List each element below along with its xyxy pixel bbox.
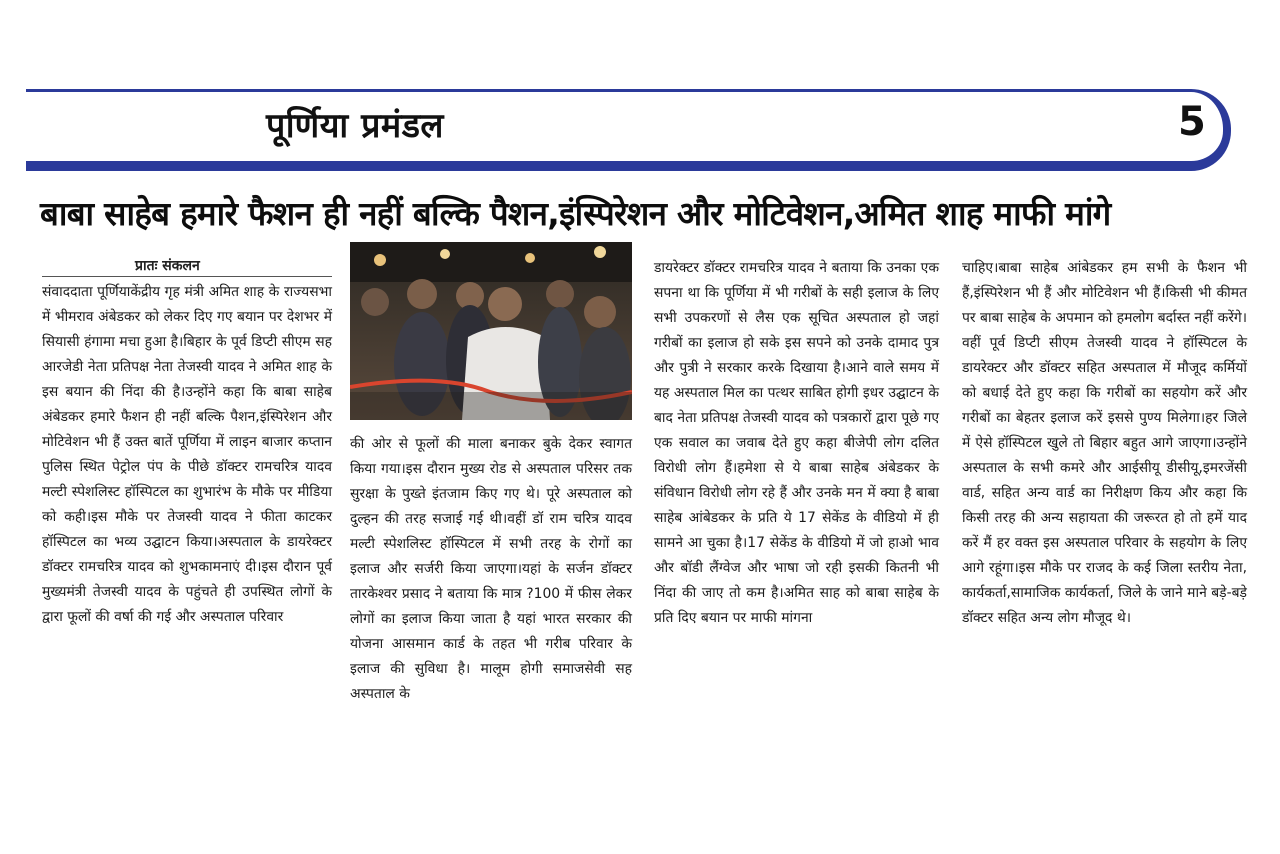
header-frame bbox=[26, 89, 1231, 171]
article-photo bbox=[350, 242, 632, 420]
byline: प्रातः संकलन bbox=[135, 258, 200, 274]
ribbon-cutting-photo bbox=[350, 242, 632, 420]
page-number: 5 bbox=[1178, 99, 1206, 145]
byline-divider bbox=[42, 276, 332, 277]
article-column-2: की ओर से फूलों की माला बनाकर बुके देकर स्वागत किया गया।इस दौरान मुख्य रोड से अस्पताल परिसर तक सुरक्षा के पुख्ते इंतजाम किए गए थे। पूरे अस्पताल को दुल्हन की तरह सजाई गई थी।वहीं डॉ राम चरित्र यादव मल्टी स्पेशलिस्ट हॉस्पिटल में सभी तरह के रोगों का इलाज और सर्जरी किया जाएगा।यहां के सर्जन डॉक्टर तारकेश्वर प्रसाद ने बताया कि मात्र ?100 में फीस लेकर लोगों का इलाज किया जाता है यहां भारत सरकार की योजना आसमान कार्ड के तहत भी गरीब परिवार के इलाज की सुविधा है। मालूम होगी समाजसेवी सह अस्पताल के bbox=[350, 436, 632, 702]
page-header-band bbox=[26, 89, 1248, 171]
article-column-1: संवाददाता पूर्णियाकेंद्रीय गृह मंत्री अमित शाह के राज्यसभा में भीमराव अंबेडकर को लेकर दिए गए बयान पर देशभर में सियासी हंगामा मचा हुआ है।बिहार के पूर्व डिप्टी सीएम सह आरजेडी नेता प्रतिपक्ष नेता तेजस्वी यादव ने अमित शाह के इस बयान की निंदा की है।उन्होंने कहा कि बाबा साहेब अंबेडकर हमारे फैशन ही नहीं बल्कि पैशन,इंस्पिरेशन और मोटिवेशन भी हैं उक्त बातें पूर्णिया में लाइन बाजार कप्तान पुलिस स्थित पेट्रोल पंप के पीछे डॉक्टर रामचरित्र यादव मल्टी स्पेशलिस्ट हॉस्पिटल का शुभारंभ के मौके पर मीडिया को कही।इस मौके पर तेजस्वी यादव ने फीता काटकर हॉस्पिटल का भव्य उद्घाटन किया।अस्पताल के डायरेक्टर डॉक्टर रामचरित्र यादव को शुभकामनाएं दी।इस दौरान पूर्व मुख्यमंत्री तेजस्वी यादव के पहुंचते ही उपस्थित लोगों के द्वारा फूलों की वर्षा की गई और अस्पताल परिवार bbox=[42, 284, 332, 625]
article-column-4: चाहिए।बाबा साहेब आंबेडकर हम सभी के फैशन भी हैं,इंस्पिरेशन भी हैं और मोटिवेशन भी हैं।किसी भी कीमत पर बाबा साहेब के अपमान को हमलोग बर्दास्त नहीं करेंगे।वहीं पूर्व डिप्टी सीएम तेजस्वी यादव ने हॉस्पिटल के डायरेक्टर और डॉक्टर सहित अस्पताल में मौजूद कर्मियों को बधाई देते हुए कहा कि गरीबों का सहयोग करें और गरीबों का बेहतर इलाज करें इससे पुण्य मिलेगा।हर जिले में ऐसे हॉस्पिटल खुले तो बिहार बहुत आगे जाएगा।उन्होंने अस्पताल के सभी कमरे और आईसीयू डीसीयू,इमरजेंसी वार्ड, सहित अन्य वार्ड का निरीक्षण किय और कहा कि किसी तरह की अन्य सहायता की जरूरत हो तो हमें याद करें मैं हर वक्त इस अस्पताल परिवार के सहयोग के लिए आगे रहूंगा।इस मौके पर राजद के कई जिला स्तरीय नेता, कार्यकर्ता,सामाजिक कार्यकर्ता, जिले के जाने माने बड़े-बड़े डॉक्टर सहित अन्य लोग मौजूद थे। bbox=[962, 260, 1247, 626]
article-column-3: डायरेक्टर डॉक्टर रामचरित्र यादव ने बताया कि उनका एक सपना था कि पूर्णिया में भी गरीबों के सही इलाज के लिए सभी उपकरणों से लैस एक सूचित अस्पताल हो जहां गरीबों का इलाज हो सके इस सपने को उनके दामाद पुत्र और पुत्री ने सरकार करके दिखाया है।आने वाले समय में यह अस्पताल मिल का पत्थर साबित होगी इधर उद्घाटन के बाद नेता प्रतिपक्ष तेजस्वी यादव को पत्रकारों द्वारा पूछे गए एक सवाल का जवाब देते हुए कहा बीजेपी लोग दलित विरोधी लोग हैं।हमेशा से ये बाबा साहेब अंबेडकर के संविधान विरोधी लोग रहे हैं और उनके मन में क्या है बाबा साहेब आंबेडकर के प्रति ये 17 सेकेंड के वीडियो में ही सामने आ चुका है।17 सेकेंड के वीडियो में जो हाओ भाव और बॉडी लैंग्वेज और भाषा जो रही इसकी कितनी भी निंदा की जाए तो कम है।अमित साह को बाबा साहेब के प्रति दिए बयान पर माफी मांगना bbox=[654, 260, 939, 626]
article-headline: बाबा साहेब हमारे फैशन ही नहीं बल्कि पैशन,इंस्पिरेशन और मोटिवेशन,अमित शाह माफी मांगे bbox=[40, 194, 1111, 233]
section-title: पूर्णिया प्रमंडल bbox=[266, 106, 444, 146]
